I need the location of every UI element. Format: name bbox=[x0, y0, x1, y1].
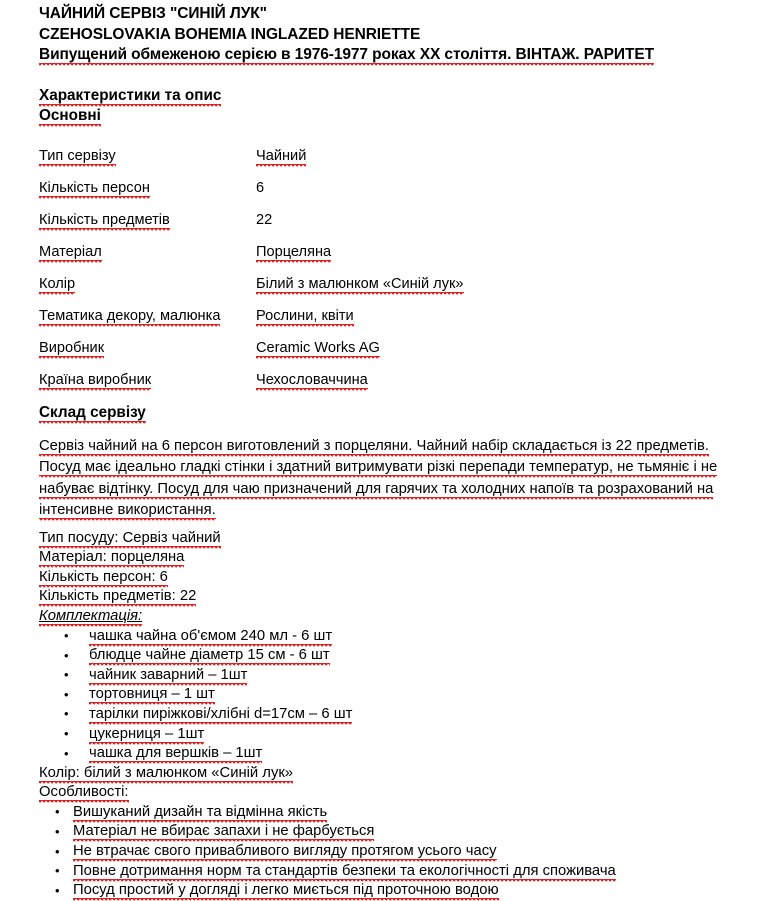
spec-line: Матеріал: порцеляна bbox=[39, 548, 744, 568]
composition-paragraph: Сервіз чайний на 6 персон виготовлений з порцеляни. Чайний набір складається із 22 предметів. Посуд має ідеально гладкі стінки і здатний витримувати різкі перепади температур, не тьмяніє і не набуває відтінку. Посуд для чаю призначений для гарячих та холодних напоїв та розрахований на інтенсивне використання. bbox=[39, 436, 744, 522]
spec-line: Кількість предметів: 22 bbox=[39, 587, 744, 607]
spacer bbox=[39, 424, 744, 436]
list-item: • тортовниця – 1 шт bbox=[39, 685, 744, 705]
document-title-block bbox=[39, 4, 744, 66]
spacer bbox=[39, 127, 744, 147]
title-line-3 bbox=[39, 45, 744, 66]
spec-value: 22 bbox=[256, 211, 273, 228]
spec-key: Кількість предметів bbox=[39, 211, 256, 243]
spec-line: Тип посуду: Сервіз чайний bbox=[39, 529, 744, 549]
characteristics-subheading: Основні bbox=[39, 106, 744, 127]
list-item: • Матеріал не вбирає запахи і не фарбується bbox=[39, 822, 744, 842]
spec-value: Порцеляна bbox=[256, 243, 744, 275]
title-line-1: ЧАЙНИЙ СЕРВІЗ "СИНІЙ ЛУК" bbox=[39, 5, 267, 22]
table-row bbox=[39, 179, 744, 211]
spec-value: Чайний bbox=[256, 147, 744, 179]
spec-key: Тип сервізу bbox=[39, 147, 256, 179]
characteristics-heading: Характеристики та опис bbox=[39, 86, 744, 107]
title-line-2: CZEHOSLOVAKIA BOHEMIA INGLAZED HENRIETTE bbox=[39, 25, 421, 43]
spec-key: Матеріал bbox=[39, 243, 256, 275]
list-item: • Не втрачає свого привабливого вигляду протягом усього часу bbox=[39, 842, 744, 862]
table-row bbox=[39, 147, 744, 179]
spec-value: Ceramic Works AG bbox=[256, 339, 744, 371]
list-item: • чайник заварний – 1шт bbox=[39, 666, 744, 686]
color-line: Колір: білий з малюнком «Синій лук» bbox=[39, 764, 744, 784]
composition-spec-lines bbox=[39, 529, 744, 627]
spec-value: 6 bbox=[256, 179, 265, 196]
spacer bbox=[39, 66, 744, 86]
list-item: • чашка для вершків – 1шт bbox=[39, 744, 744, 764]
title-line-3-text: Випущений обмеженою серією в 1976-1977 роках ХХ століття. ВІНТАЖ. РАРИТЕТ bbox=[39, 46, 654, 66]
spec-key: Виробник bbox=[39, 339, 256, 371]
table-row bbox=[39, 243, 744, 275]
list-item: • блюдце чайне діаметр 15 см - 6 шт bbox=[39, 646, 744, 666]
document-body bbox=[39, 4, 744, 901]
table-row bbox=[39, 211, 744, 243]
list-item: • Посуд простий у догляді і легко миється під проточною водою bbox=[39, 881, 744, 901]
spec-value: Білий з малюнком «Синій лук» bbox=[256, 275, 744, 307]
characteristics-table bbox=[39, 147, 744, 403]
spec-key: Тематика декору, малюнка bbox=[39, 307, 256, 339]
kit-list bbox=[39, 627, 744, 764]
list-item: • цукерниця – 1шт bbox=[39, 725, 744, 745]
composition-heading: Склад сервізу bbox=[39, 403, 744, 424]
list-item: • Вишуканий дизайн та відмінна якість bbox=[39, 803, 744, 823]
table-row bbox=[39, 371, 744, 403]
spec-key: Країна виробник bbox=[39, 371, 256, 403]
spec-key: Колір bbox=[39, 275, 256, 307]
features-heading: Особливості: bbox=[39, 783, 744, 803]
list-item: • Повне дотримання норм та стандартів безпеки та екологічності для споживача bbox=[39, 862, 744, 882]
kit-heading: Комплектація: bbox=[39, 607, 744, 627]
table-row bbox=[39, 275, 744, 307]
spec-key: Кількість персон bbox=[39, 179, 256, 211]
table-row bbox=[39, 307, 744, 339]
list-item: • тарілки пиріжкові/хлібні d=17см – 6 шт bbox=[39, 705, 744, 725]
characteristics-heading-group bbox=[39, 86, 744, 127]
spec-value: Рослини, квіти bbox=[256, 307, 744, 339]
features-list bbox=[39, 803, 744, 901]
composition-tail-lines bbox=[39, 764, 744, 803]
spacer bbox=[39, 522, 744, 529]
spec-value: Чехословаччина bbox=[256, 371, 744, 403]
spec-line: Кількість персон: 6 bbox=[39, 568, 744, 588]
list-item: • чашка чайна об'ємом 240 мл - 6 шт bbox=[39, 627, 744, 647]
table-row bbox=[39, 339, 744, 371]
